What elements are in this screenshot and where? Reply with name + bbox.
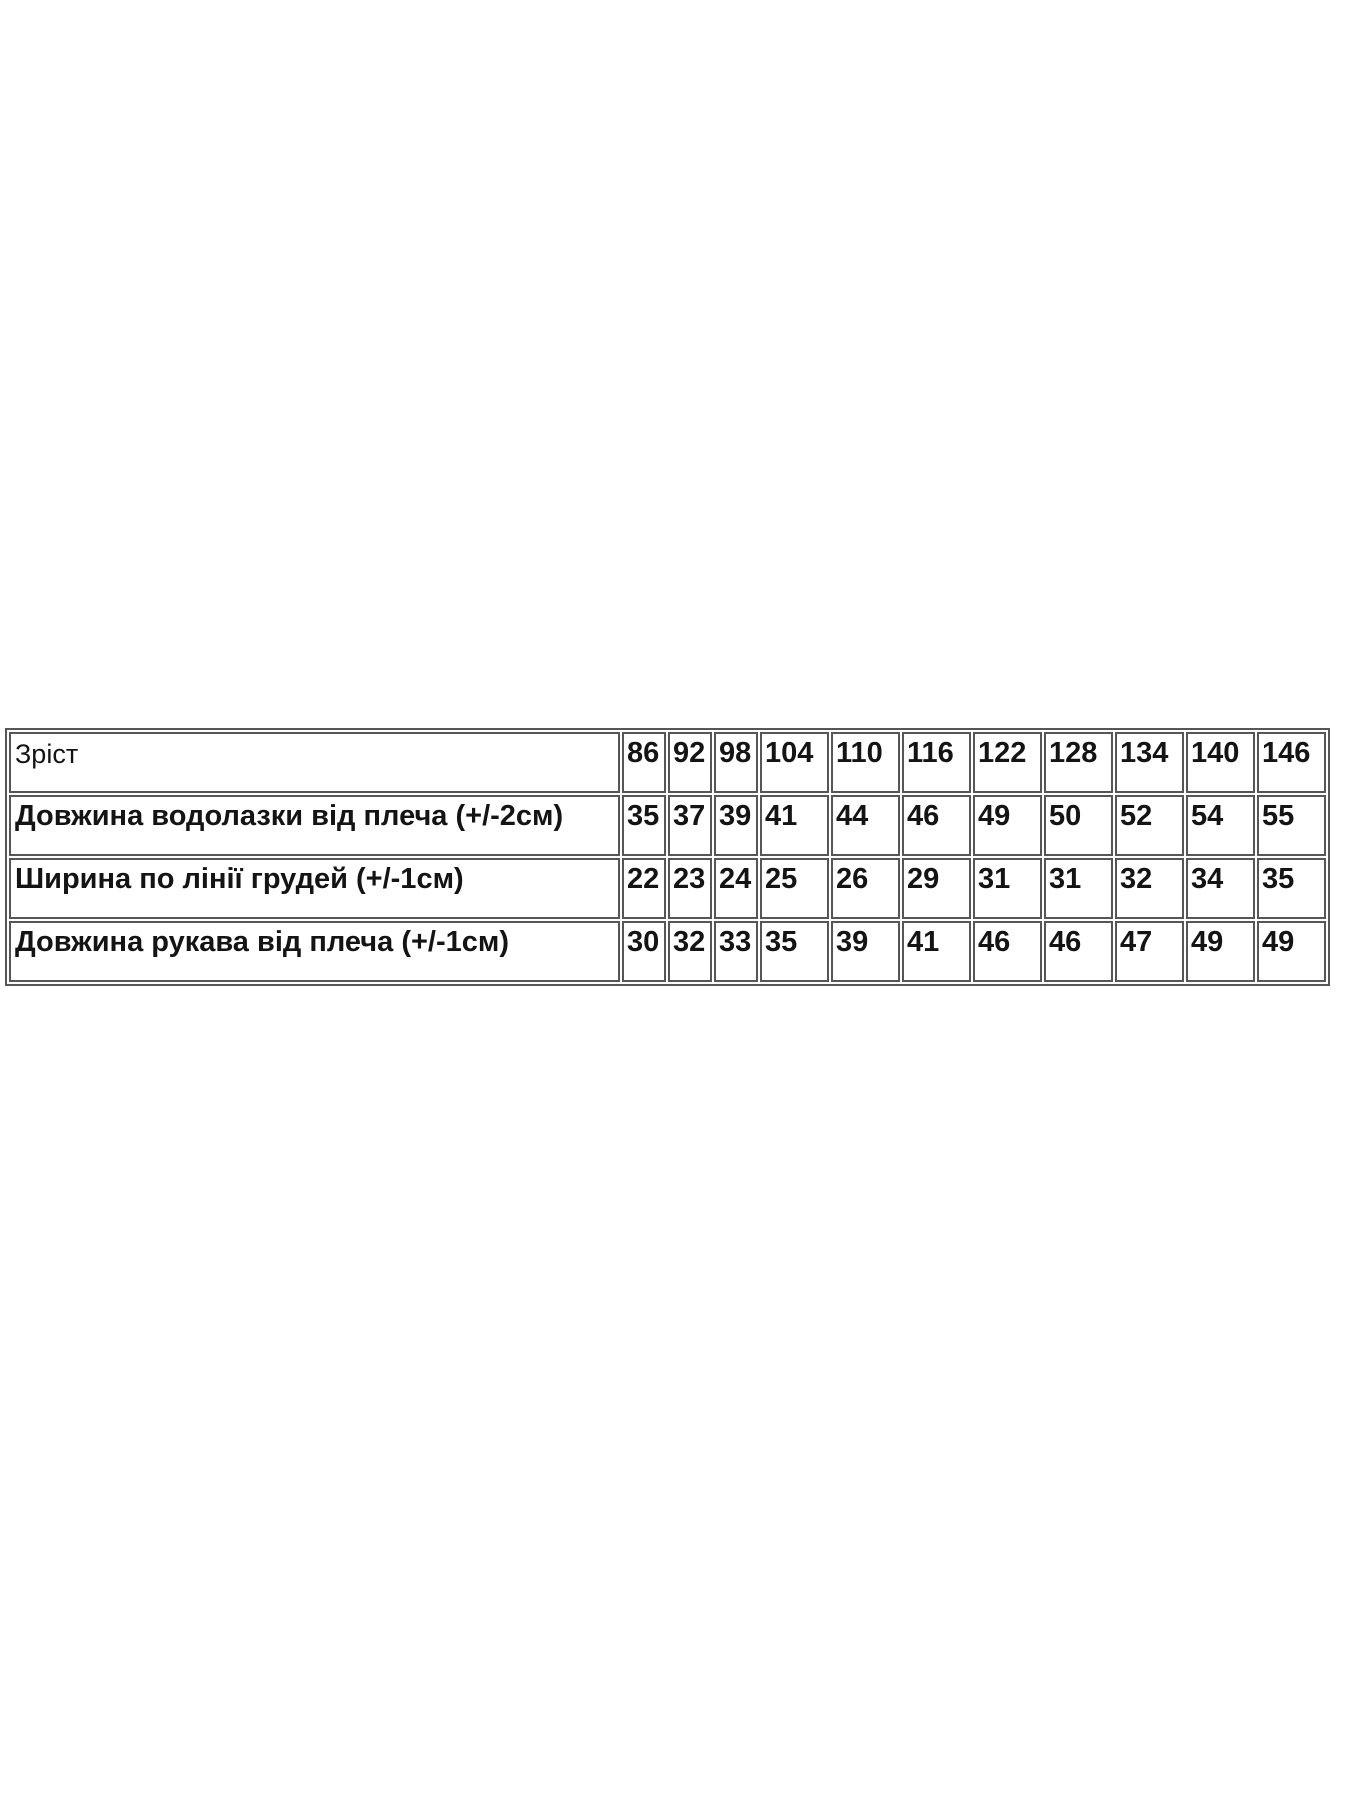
size-value: 33 bbox=[714, 921, 758, 982]
row-label: Довжина водолазки від плеча (+/-2см) bbox=[9, 795, 620, 856]
table-row bbox=[9, 921, 1326, 982]
row-label: Довжина рукава від плеча (+/-1см) bbox=[9, 921, 620, 982]
size-value: 128 bbox=[1044, 732, 1113, 793]
row-label: Ширина по лінії грудей (+/-1см) bbox=[9, 858, 620, 919]
size-value: 49 bbox=[1186, 921, 1255, 982]
table-row-height bbox=[9, 732, 1326, 793]
size-value: 98 bbox=[714, 732, 758, 793]
size-value: 32 bbox=[1115, 858, 1184, 919]
size-value: 46 bbox=[1044, 921, 1113, 982]
size-value: 35 bbox=[760, 921, 829, 982]
size-value: 44 bbox=[831, 795, 900, 856]
row-label: Зріст bbox=[9, 732, 620, 793]
size-value: 86 bbox=[622, 732, 666, 793]
size-value: 30 bbox=[622, 921, 666, 982]
size-value: 32 bbox=[668, 921, 712, 982]
size-value: 49 bbox=[973, 795, 1042, 856]
size-value: 110 bbox=[831, 732, 900, 793]
size-value: 31 bbox=[973, 858, 1042, 919]
size-value: 50 bbox=[1044, 795, 1113, 856]
size-value: 46 bbox=[902, 795, 971, 856]
size-value: 29 bbox=[902, 858, 971, 919]
size-value: 54 bbox=[1186, 795, 1255, 856]
size-value: 39 bbox=[831, 921, 900, 982]
table-row bbox=[9, 858, 1326, 919]
size-value: 122 bbox=[973, 732, 1042, 793]
size-value: 35 bbox=[622, 795, 666, 856]
size-value: 34 bbox=[1186, 858, 1255, 919]
size-value: 37 bbox=[668, 795, 712, 856]
size-value: 104 bbox=[760, 732, 829, 793]
size-value: 49 bbox=[1257, 921, 1326, 982]
size-value: 24 bbox=[714, 858, 758, 919]
size-value: 55 bbox=[1257, 795, 1326, 856]
size-value: 92 bbox=[668, 732, 712, 793]
size-value: 22 bbox=[622, 858, 666, 919]
size-value: 25 bbox=[760, 858, 829, 919]
size-value: 23 bbox=[668, 858, 712, 919]
size-value: 26 bbox=[831, 858, 900, 919]
size-chart-body bbox=[9, 732, 1326, 982]
size-value: 41 bbox=[760, 795, 829, 856]
size-value: 47 bbox=[1115, 921, 1184, 982]
size-value: 140 bbox=[1186, 732, 1255, 793]
size-value: 31 bbox=[1044, 858, 1113, 919]
size-value: 39 bbox=[714, 795, 758, 856]
size-value: 46 bbox=[973, 921, 1042, 982]
size-value: 146 bbox=[1257, 732, 1326, 793]
table-row bbox=[9, 795, 1326, 856]
size-value: 35 bbox=[1257, 858, 1326, 919]
size-value: 134 bbox=[1115, 732, 1184, 793]
size-value: 52 bbox=[1115, 795, 1184, 856]
size-chart-table bbox=[5, 728, 1330, 986]
size-value: 41 bbox=[902, 921, 971, 982]
size-value: 116 bbox=[902, 732, 971, 793]
